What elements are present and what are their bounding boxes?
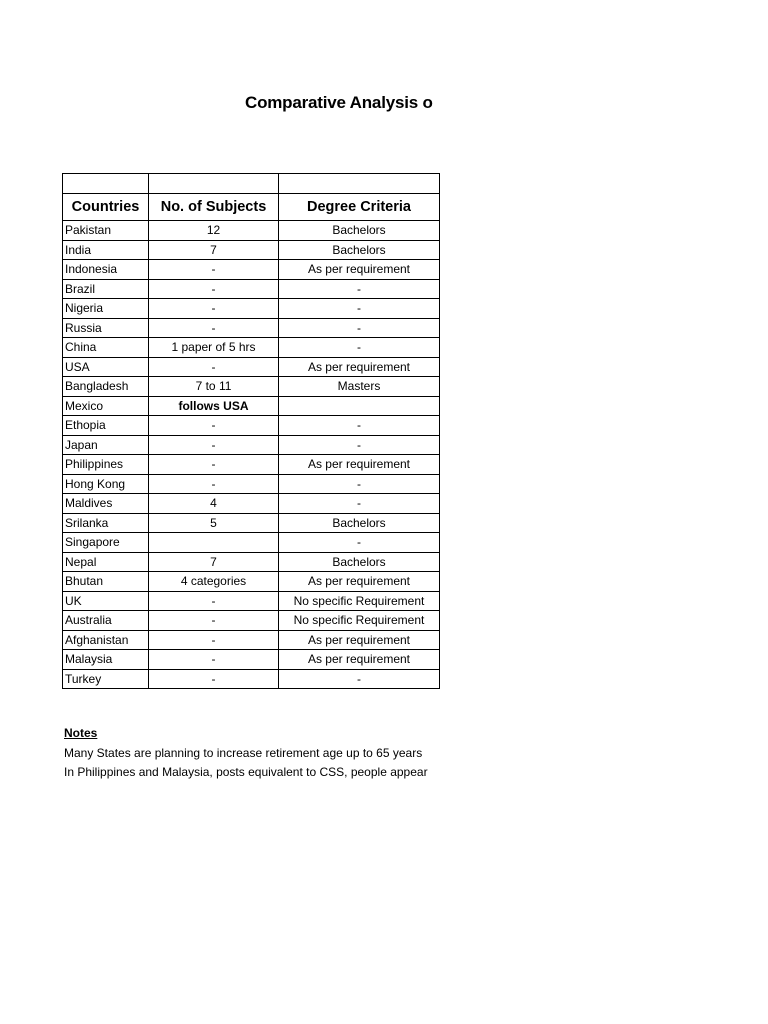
degree-cell: Masters [279, 377, 440, 397]
degree-cell: As per requirement [279, 650, 440, 670]
degree-cell: As per requirement [279, 572, 440, 592]
country-cell: Brazil [63, 279, 149, 299]
country-cell: Srilanka [63, 513, 149, 533]
subjects-cell: 4 [149, 494, 279, 514]
country-cell: Mexico [63, 396, 149, 416]
country-cell: Turkey [63, 669, 149, 689]
table-row [63, 630, 440, 650]
blank-cell [63, 174, 149, 194]
table-row [63, 396, 440, 416]
subjects-cell: - [149, 435, 279, 455]
header-countries: Countries [63, 194, 149, 221]
country-cell: India [63, 240, 149, 260]
subjects-cell: - [149, 474, 279, 494]
table-row [63, 513, 440, 533]
degree-cell: - [279, 318, 440, 338]
note-line: Many States are planning to increase retirement age up to 65 years [64, 745, 423, 760]
country-cell: Philippines [63, 455, 149, 475]
table-row [63, 572, 440, 592]
degree-cell: Bachelors [279, 513, 440, 533]
subjects-cell: 1 paper of 5 hrs [149, 338, 279, 358]
degree-cell: - [279, 416, 440, 436]
subjects-cell: 5 [149, 513, 279, 533]
table-row [63, 591, 440, 611]
degree-cell: As per requirement [279, 630, 440, 650]
table-row [63, 240, 440, 260]
degree-cell: - [279, 474, 440, 494]
table-row [63, 455, 440, 475]
degree-cell: As per requirement [279, 357, 440, 377]
table-row [63, 611, 440, 631]
subjects-cell [149, 533, 279, 553]
subjects-cell: - [149, 650, 279, 670]
country-cell: UK [63, 591, 149, 611]
degree-cell [279, 396, 440, 416]
table-row [63, 494, 440, 514]
blank-cell [279, 174, 440, 194]
notes-heading: Notes [64, 726, 98, 740]
country-cell: Pakistan [63, 221, 149, 241]
subjects-cell: - [149, 611, 279, 631]
country-cell: Afghanistan [63, 630, 149, 650]
degree-cell: - [279, 533, 440, 553]
header-degree: Degree Criteria [279, 194, 440, 221]
country-cell: Nigeria [63, 299, 149, 319]
subjects-cell: 7 [149, 552, 279, 572]
subjects-cell: - [149, 299, 279, 319]
subjects-cell: 12 [149, 221, 279, 241]
degree-cell: No specific Requirement [279, 591, 440, 611]
degree-cell: - [279, 494, 440, 514]
subjects-cell: - [149, 318, 279, 338]
country-cell: China [63, 338, 149, 358]
note-line: In Philippines and Malaysia, posts equivalent to CSS, people appear [64, 765, 428, 779]
subjects-cell: follows USA [149, 396, 279, 416]
table-row [63, 533, 440, 553]
subjects-cell: - [149, 455, 279, 475]
country-cell: Bhutan [63, 572, 149, 592]
table-row [63, 474, 440, 494]
degree-cell: Bachelors [279, 221, 440, 241]
table-row [63, 338, 440, 358]
blank-row [63, 174, 440, 194]
table-row [63, 221, 440, 241]
country-cell: Japan [63, 435, 149, 455]
subjects-cell: - [149, 669, 279, 689]
table-row [63, 299, 440, 319]
subjects-cell: - [149, 260, 279, 280]
subjects-cell: - [149, 279, 279, 299]
table-row [63, 260, 440, 280]
table-row [63, 279, 440, 299]
degree-cell: Bachelors [279, 552, 440, 572]
table-row [63, 318, 440, 338]
table-row [63, 377, 440, 397]
blank-cell [149, 174, 279, 194]
table-row [63, 669, 440, 689]
country-cell: Nepal [63, 552, 149, 572]
degree-cell: - [279, 435, 440, 455]
subjects-cell: - [149, 357, 279, 377]
table-row [63, 552, 440, 572]
country-cell: Russia [63, 318, 149, 338]
degree-cell: As per requirement [279, 455, 440, 475]
notes-section [64, 724, 428, 783]
degree-cell: - [279, 279, 440, 299]
subjects-cell: 4 categories [149, 572, 279, 592]
page-title: Comparative Analysis o [245, 93, 433, 112]
degree-cell: No specific Requirement [279, 611, 440, 631]
country-cell: Ethopia [63, 416, 149, 436]
country-cell: Australia [63, 611, 149, 631]
table-row [63, 416, 440, 436]
country-cell: USA [63, 357, 149, 377]
table-row [63, 435, 440, 455]
subjects-cell: - [149, 630, 279, 650]
country-cell: Indonesia [63, 260, 149, 280]
country-cell: Singapore [63, 533, 149, 553]
degree-cell: Bachelors [279, 240, 440, 260]
country-cell: Hong Kong [63, 474, 149, 494]
table-row [63, 357, 440, 377]
header-subjects: No. of Subjects [149, 194, 279, 221]
table-row [63, 650, 440, 670]
country-cell: Malaysia [63, 650, 149, 670]
subjects-cell: 7 [149, 240, 279, 260]
degree-cell: - [279, 669, 440, 689]
subjects-cell: - [149, 416, 279, 436]
degree-cell: - [279, 299, 440, 319]
degree-cell: As per requirement [279, 260, 440, 280]
subjects-cell: 7 to 11 [149, 377, 279, 397]
country-cell: Maldives [63, 494, 149, 514]
subjects-cell: - [149, 591, 279, 611]
comparison-table [62, 173, 440, 689]
degree-cell: - [279, 338, 440, 358]
country-cell: Bangladesh [63, 377, 149, 397]
table-header-row [63, 194, 440, 221]
